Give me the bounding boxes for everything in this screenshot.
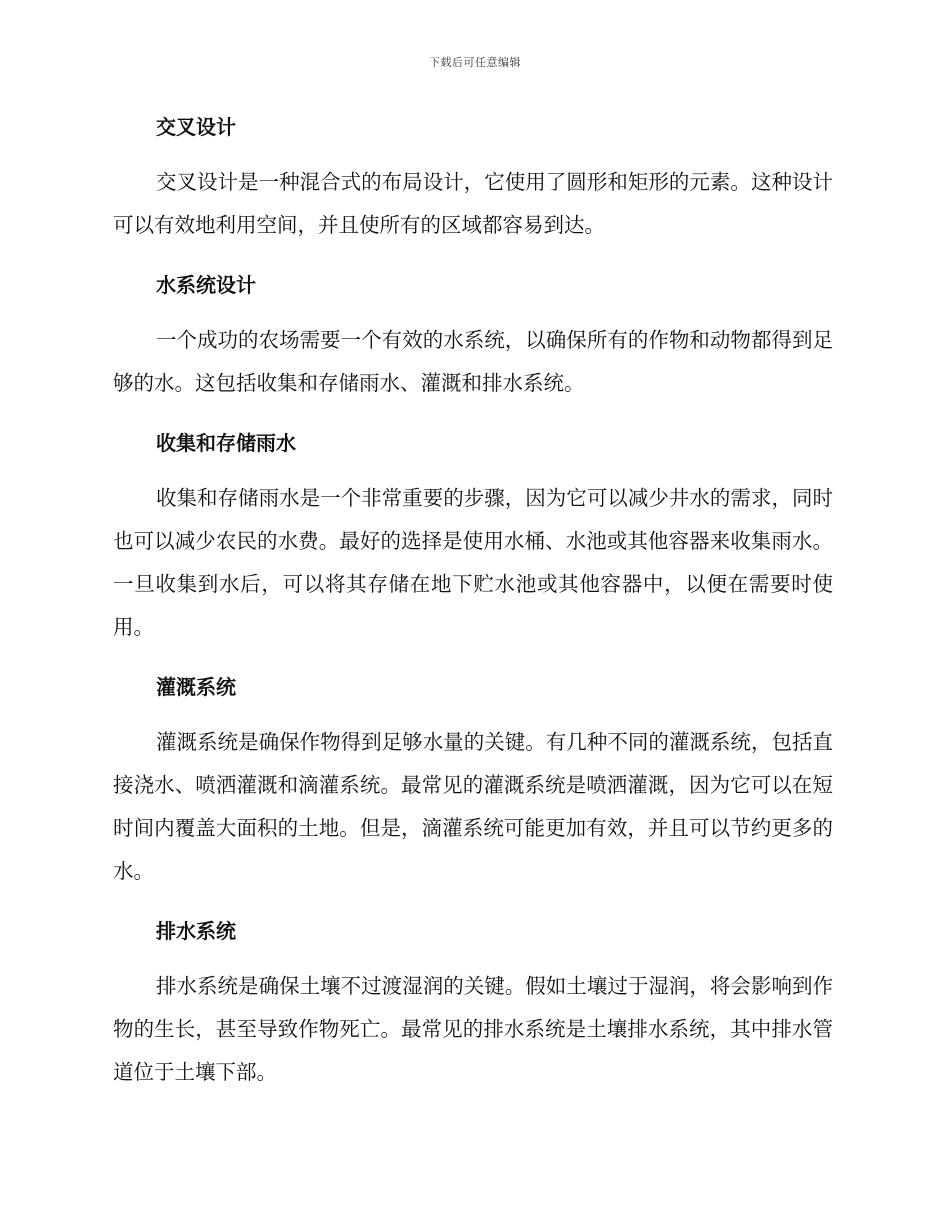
- section-heading-drainage: 排水系统: [156, 919, 236, 943]
- section-body-cross-design: 交叉设计是一种混合式的布局设计，它使用了圆形和矩形的元素。这种设计可以有效地利用空间，并且使所有的区域都容易到达。: [113, 170, 833, 237]
- document-body: [113, 106, 833, 1111]
- section-heading-water-system: 水系统设计: [156, 273, 256, 297]
- section-heading-rainwater: 收集和存储雨水: [156, 431, 296, 455]
- section-body-water-system: 一个成功的农场需要一个有效的水系统，以确保所有的作物和动物都得到足够的水。这包括收集和存储雨水、灌溉和排水系统。: [113, 328, 833, 395]
- section-body-irrigation: 灌溉系统是确保作物得到足够水量的关键。有几种不同的灌溉系统，包括直接浇水、喷洒灌溉和滴灌系统。最常见的灌溉系统是喷洒灌溉，因为它可以在短时间内覆盖大面积的土地。但是，滴灌系统可能更加有效，并且可以节约更多的水。: [113, 730, 833, 883]
- section-heading-cross-design: 交叉设计: [156, 115, 236, 139]
- page-header: 下载后可任意编辑: [429, 56, 521, 69]
- section-heading-irrigation: 灌溉系统: [156, 675, 236, 699]
- section-body-drainage: 排水系统是确保土壤不过渡湿润的关键。假如土壤过于湿润，将会影响到作物的生长，甚至导致作物死亡。最常见的排水系统是土壤排水系统，其中排水管道位于土壤下部。: [113, 974, 833, 1084]
- section-body-rainwater: 收集和存储雨水是一个非常重要的步骤，因为它可以减少井水的需求，同时也可以减少农民的水费。最好的选择是使用水桶、水池或其他容器来收集雨水。一旦收集到水后，可以将其存储在地下贮水池或其他容器中，以便在需要时使用。: [113, 486, 833, 639]
